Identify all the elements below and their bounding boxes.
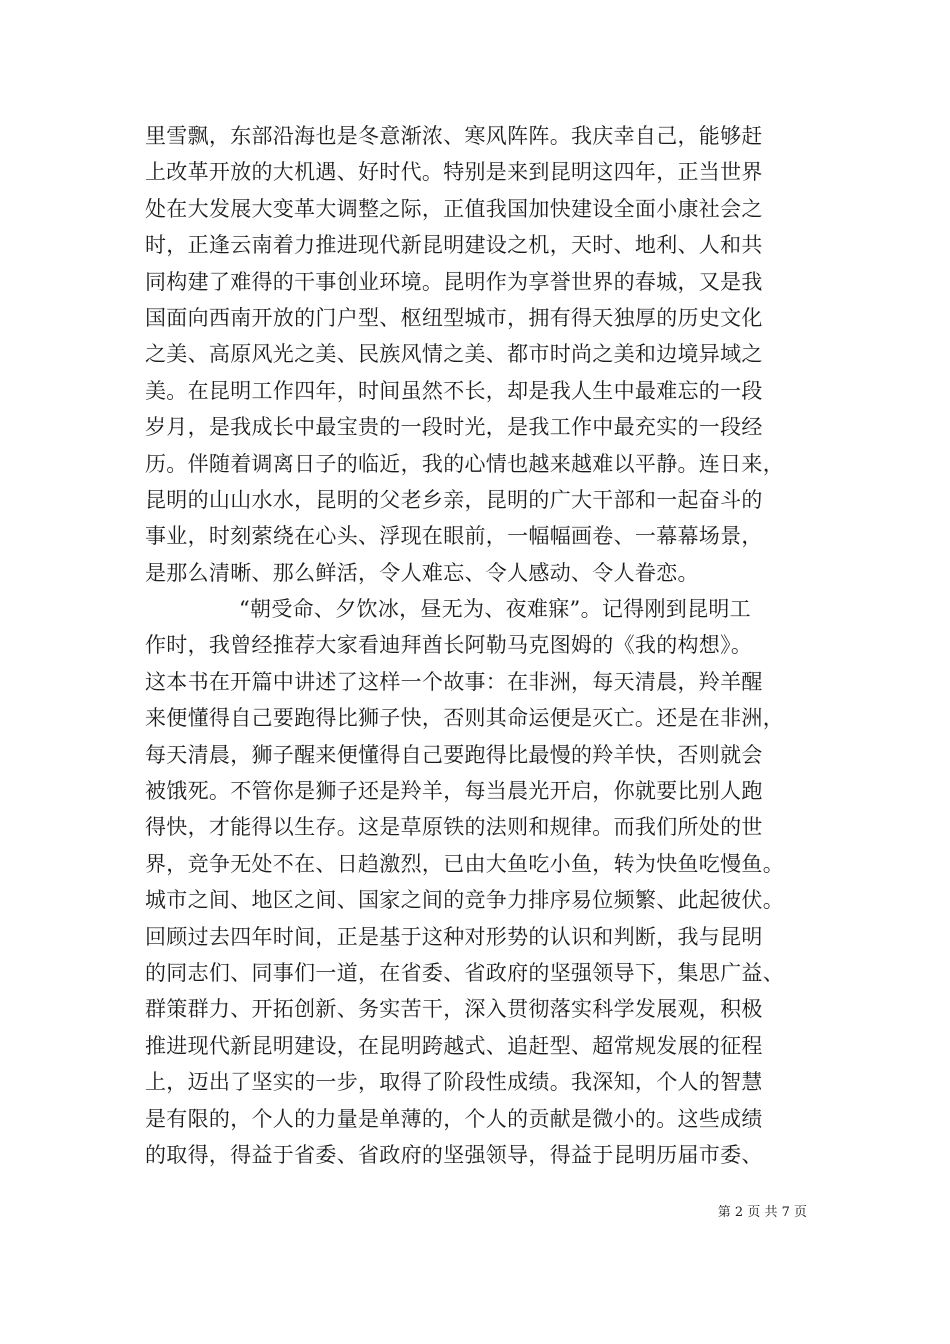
text-line: 是有限的，个人的力量是单薄的，个人的贡献是微小的。这些成绩	[145, 1106, 763, 1131]
text-line: 历。伴随着调离日子的临近，我的心情也越来越难以平静。连日来，	[145, 451, 784, 476]
text-line: 的同志们、同事们一道，在省委、省政府的坚强领导下，集思广益、	[145, 960, 784, 985]
text-line: 国面向西南开放的门户型、枢纽型城市，拥有得天独厚的历史文化	[145, 305, 763, 330]
text-line: 时，正逢云南着力推进现代新昆明建设之机，天时、地利、人和共	[145, 233, 763, 258]
text-line: 推进现代新昆明建设，在昆明跨越式、追赶型、超常规发展的征程	[145, 1033, 763, 1058]
text-line: 处在大发展大变革大调整之际，正值我国加快建设全面小康社会之	[145, 196, 763, 221]
text-line: 来便懂得自己要跑得比狮子快，否则其命运便是灭亡。还是在非洲，	[145, 706, 784, 731]
body-text	[145, 118, 815, 1173]
text-line: 昆明的山山水水，昆明的父老乡亲，昆明的广大干部和一起奋斗的	[145, 487, 763, 512]
text-line: 得快，才能得以生存。这是草原铁的法则和规律。而我们所处的世	[145, 815, 763, 840]
text-line: 里雪飘，东部沿海也是冬意渐浓、寒风阵阵。我庆幸自己，能够赶	[145, 124, 763, 148]
text-line: 上，迈出了坚实的一步，取得了阶段性成绩。我深知，个人的智慧	[145, 1070, 763, 1095]
page-number-footer: 第 2 页 共 7 页	[717, 1205, 807, 1220]
text-line: 的取得，得益于省委、省政府的坚强领导，得益于昆明历届市委、	[145, 1142, 763, 1167]
text-line: 事业，时刻萦绕在心头、浮现在眼前，一幅幅画卷、一幕幕场景，	[145, 524, 763, 549]
text-line: 这本书在开篇中讲述了这样一个故事：在非洲，每天清晨，羚羊醒	[145, 669, 763, 694]
text-line: 作时，我曾经推荐大家看迪拜酋长阿勒马克图姆的《我的构想》。	[145, 633, 753, 658]
text-line: 城市之间、地区之间、国家之间的竞争力排序易位频繁、此起彼伏。	[145, 888, 784, 913]
text-line: 上改革开放的大机遇、好时代。特别是来到昆明这四年，正当世界	[145, 160, 763, 185]
text-line: 回顾过去四年时间，正是基于这种对形势的认识和判断，我与昆明	[145, 924, 763, 949]
text-line: 被饿死。不管你是狮子还是羚羊，每当晨光开启，你就要比别人跑	[145, 779, 763, 804]
text-line: 岁月，是我成长中最宝贵的一段时光，是我工作中最充实的一段经	[145, 415, 763, 440]
text-line: 是那么清晰、那么鲜活，令人难忘、令人感动、令人眷恋。	[145, 560, 699, 585]
text-line: 同构建了难得的干事创业环境。昆明作为享誉世界的春城，又是我	[145, 269, 763, 294]
text-line: 群策群力、开拓创新、务实苦干，深入贯彻落实科学发展观，积极	[145, 997, 763, 1022]
text-line: 美。在昆明工作四年，时间虽然不长，却是我人生中最难忘的一段	[145, 378, 763, 403]
text-line: 界，竞争无处不在、日趋激烈，已由大鱼吃小鱼，转为快鱼吃慢鱼。	[145, 851, 784, 876]
text-line: “朝受命、夕饮冰，昼无为、夜难寐”。记得刚到昆明工	[239, 597, 751, 622]
text-line: 每天清晨，狮子醒来便懂得自己要跑得比最慢的羚羊快，否则就会	[145, 742, 763, 767]
text-line: 之美、高原风光之美、民族风情之美、都市时尚之美和边境异域之	[145, 342, 763, 367]
